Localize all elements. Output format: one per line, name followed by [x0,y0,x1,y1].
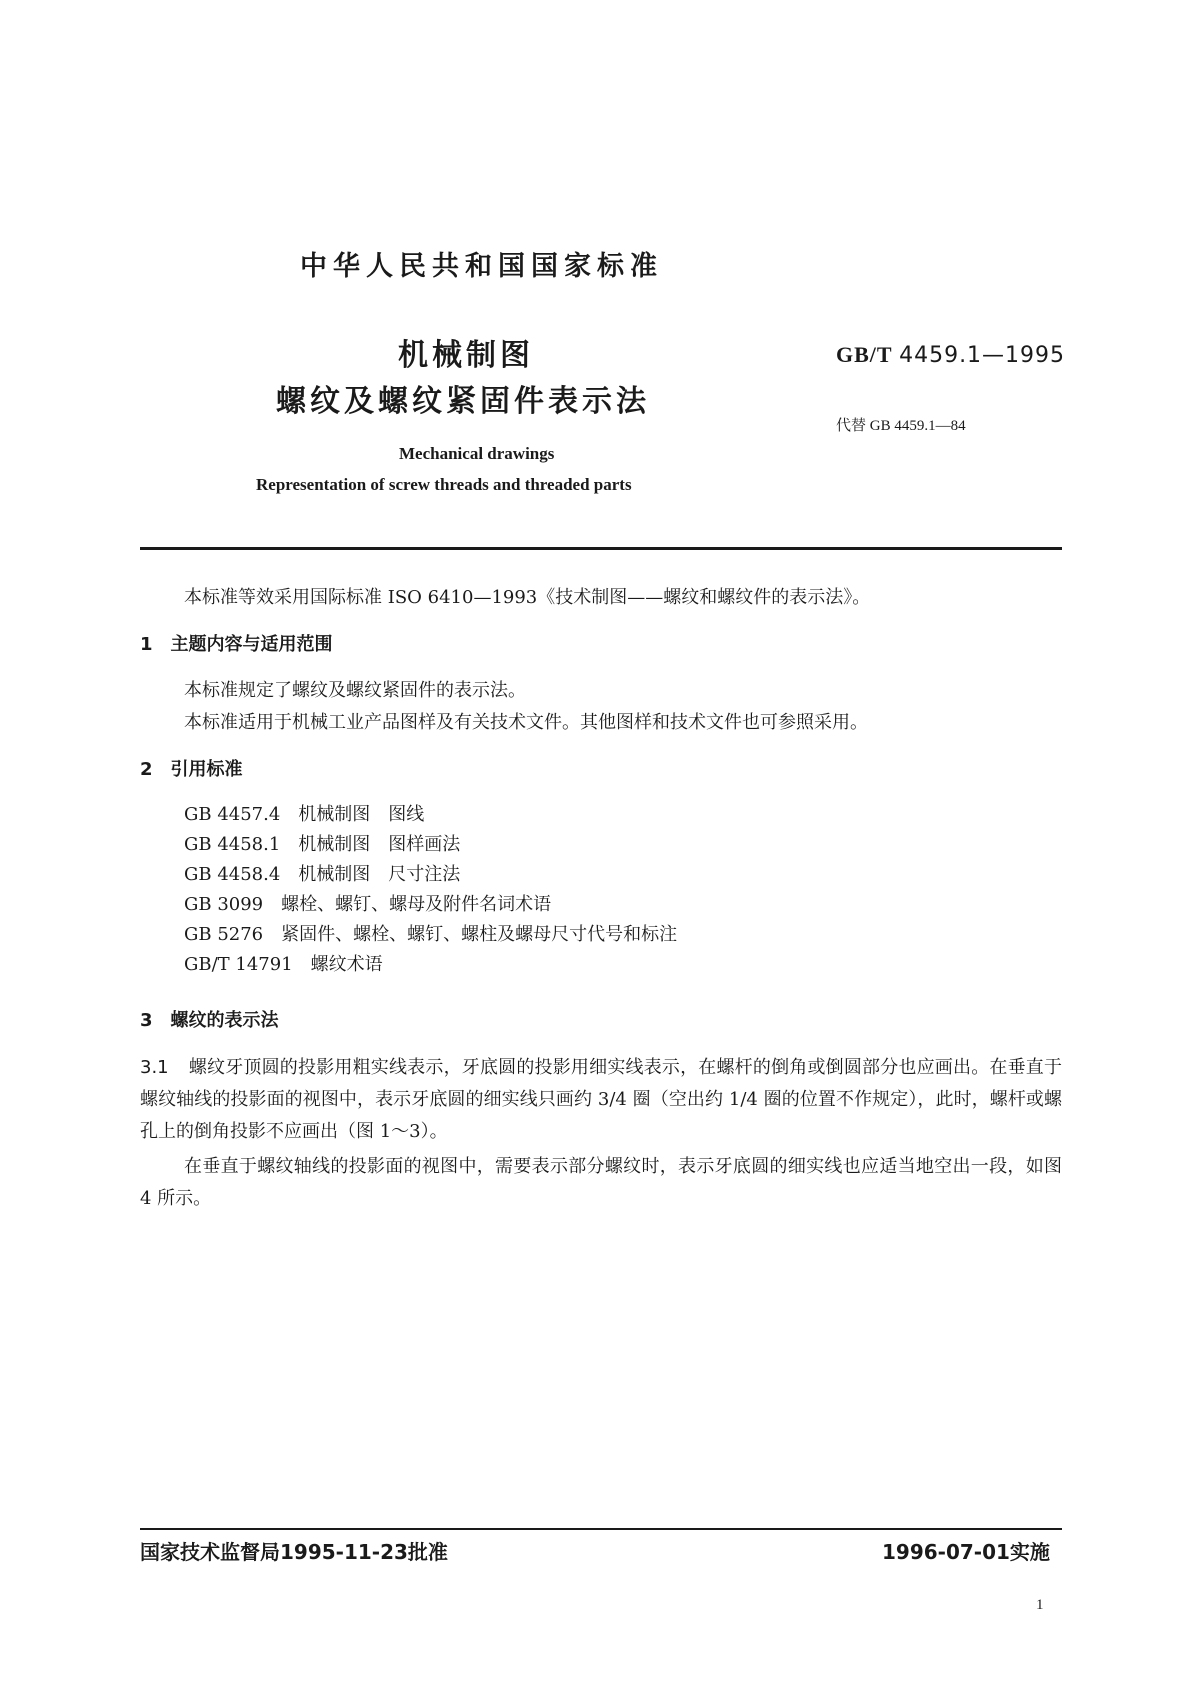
clause-3-1-paragraph-2: 在垂直于螺纹轴线的投影面的视图中，需要表示部分螺纹时，表示牙底圆的细实线也应适当地空出一段，如图 4 所示。 [140,1156,1062,1209]
title-en-line2: Representation of screw threads and threaded parts [256,475,632,494]
section-1-paragraph: 本标准适用于机械工业产品图样及有关技术文件。其他图样和技术文件也可参照采用。 [184,712,868,733]
clause-number: 3.1 [140,1057,169,1078]
adoption-note: 本标准等效采用国际标准 ISO 6410—1993《技术制图——螺纹和螺纹件的表示法》。 [184,587,871,608]
reference-item: GB 4458.4 机械制图 尺寸注法 [184,864,461,885]
page-number: 1 [1036,1597,1044,1613]
standard-number-value: 4459.1—1995 [899,343,1066,368]
reference-item: GB 4458.1 机械制图 图样画法 [184,834,461,855]
header-divider [140,547,1062,550]
footer-divider [140,1528,1062,1530]
title-cn-line2: 螺纹及螺纹紧固件表示法 [276,384,650,419]
section-2-heading: 2 引用标准 [140,759,243,780]
reference-item: GB 4457.4 机械制图 图线 [184,804,425,825]
section-1-paragraph: 本标准规定了螺纹及螺纹紧固件的表示法。 [184,680,526,701]
section-3-heading: 3 螺纹的表示法 [140,1010,279,1031]
implementation-line: 1996-07-01实施 [882,1540,1050,1564]
clause-text: 螺纹牙顶圆的投影用粗实线表示，牙底圆的投影用细实线表示，在螺杆的倒角或倒圆部分也应画出。在垂直于螺纹轴线的投影面的视图中，表示牙底圆的细实线只画约 3/4 圈（空出约 1/4 圈的位置不作规定），此时，螺杆或螺孔上的倒角投影不应画出（图 1～3）。 [140,1057,1062,1142]
title-en-line1: Mechanical drawings [399,444,555,463]
standard-number-prefix: GB/T [836,342,893,367]
approval-line: 国家技术监督局1995-11-23批准 [140,1540,448,1564]
replaces-standard: 代替 GB 4459.1—84 [836,418,966,434]
reference-item: GB/T 14791 螺纹术语 [184,954,383,975]
section-1-heading: 1 主题内容与适用范围 [140,634,333,655]
reference-item: GB 5276 紧固件、螺栓、螺钉、螺柱及螺母尺寸代号和标注 [184,924,678,945]
reference-item: GB 3099 螺栓、螺钉、螺母及附件名词术语 [184,894,552,915]
standard-number [836,342,1065,368]
clause-3-1 [140,1052,1062,1148]
national-standard-heading: 中华人民共和国国家标准 [300,251,663,282]
title-cn-line1: 机械制图 [398,338,534,373]
